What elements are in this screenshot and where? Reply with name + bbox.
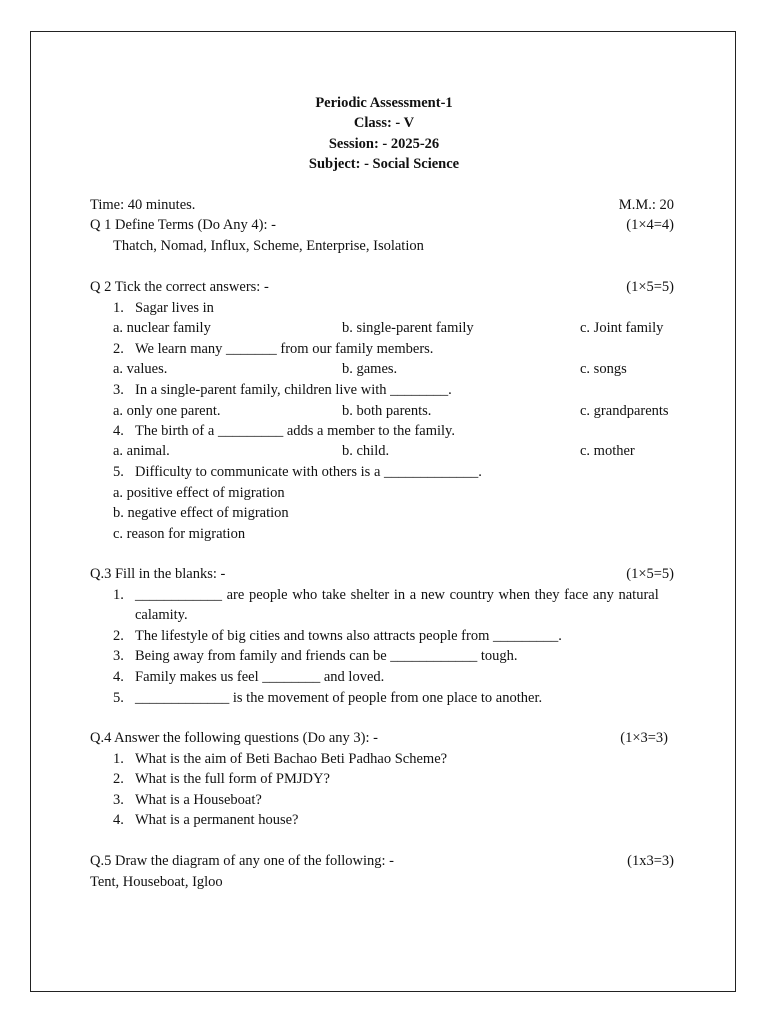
q2-item-number: 4. xyxy=(113,423,124,439)
q3-item-text-continued: calamity. xyxy=(135,607,188,623)
q2-item-number: 1. xyxy=(113,300,124,316)
q5-title: Q.5 Draw the diagram of any one of the following: - xyxy=(90,853,395,869)
q3-item-number: 4. xyxy=(113,669,124,685)
q5-marks: (1x3=3) xyxy=(627,853,674,869)
q1-terms: Thatch, Nomad, Influx, Scheme, Enterprise, Isolation xyxy=(113,238,424,254)
q4-item-number: 3. xyxy=(113,792,124,808)
q4-item-question: What is the aim of Beti Bachao Beti Padhao Scheme? xyxy=(135,751,448,767)
q3-item-text: ____________ are people who take shelter in a new country when they face any natural xyxy=(135,587,659,603)
q2-option-a: a. only one parent. xyxy=(113,403,221,419)
q2-item-question: We learn many _______ from our family members. xyxy=(135,341,434,357)
q2-option-a: a. nuclear family xyxy=(113,320,211,336)
q3-item-text: Family makes us feel ________ and loved. xyxy=(135,669,385,685)
q1-marks: (1×4=4) xyxy=(626,217,674,233)
q2-option-c: c. songs xyxy=(580,361,627,377)
q2-item-question: Difficulty to communicate with others is a _____________. xyxy=(135,464,482,480)
max-marks: M.M.: 20 xyxy=(618,197,674,213)
q3-item-number: 2. xyxy=(113,628,124,644)
exam-class: Class: - V xyxy=(353,115,415,131)
q2-option-c: c. mother xyxy=(580,443,635,459)
q2-option-b: b. single-parent family xyxy=(342,320,474,336)
q2-item-question: Sagar lives in xyxy=(135,300,214,316)
q4-item-question: What is the full form of PMJDY? xyxy=(135,771,330,787)
q3-item-text: Being away from family and friends can be ____________ tough. xyxy=(135,648,518,664)
q3-item-number: 3. xyxy=(113,648,124,664)
q5-options: Tent, Houseboat, Igloo xyxy=(90,874,223,890)
q2-item-number: 3. xyxy=(113,382,124,398)
q3-item-number: 1. xyxy=(113,587,124,603)
q2-option-a: a. positive effect of migration xyxy=(113,485,285,501)
q4-item-question: What is a permanent house? xyxy=(135,812,299,828)
q2-title: Q 2 Tick the correct answers: - xyxy=(90,279,269,295)
q2-option-a: a. animal. xyxy=(113,443,170,459)
q4-item-number: 4. xyxy=(113,812,124,828)
q4-item-number: 2. xyxy=(113,771,124,787)
q3-item-text: _____________ is the movement of people from one place to another. xyxy=(135,690,543,706)
q2-option-b: b. both parents. xyxy=(342,403,432,419)
q2-option-b: b. games. xyxy=(342,361,398,377)
q4-marks: (1×3=3) xyxy=(620,730,668,746)
q2-option-b: b. negative effect of migration xyxy=(113,505,289,521)
q3-item-text: The lifestyle of big cities and towns also attracts people from _________. xyxy=(135,628,562,644)
q3-item-number: 5. xyxy=(113,690,124,706)
q2-item-question: In a single-parent family, children live with ________. xyxy=(135,382,452,398)
q4-title: Q.4 Answer the following questions (Do any 3): - xyxy=(90,730,378,746)
exam-session: Session: - 2025-26 xyxy=(328,136,440,152)
q2-option-b: b. child. xyxy=(342,443,390,459)
time-label: Time: 40 minutes. xyxy=(90,197,196,213)
q4-item-question: What is a Houseboat? xyxy=(135,792,262,808)
q2-option-a: a. values. xyxy=(113,361,168,377)
q2-item-question: The birth of a _________ adds a member to the family. xyxy=(135,423,455,439)
q2-option-c: c. grandparents xyxy=(580,403,669,419)
q2-marks: (1×5=5) xyxy=(626,279,674,295)
q2-option-c: c. Joint family xyxy=(580,320,664,336)
q2-option-c: c. reason for migration xyxy=(113,526,246,542)
q3-marks: (1×5=5) xyxy=(626,566,674,582)
q4-item-number: 1. xyxy=(113,751,124,767)
q2-item-number: 5. xyxy=(113,464,124,480)
q1-title: Q 1 Define Terms (Do Any 4): - xyxy=(90,217,276,233)
exam-title: Periodic Assessment-1 xyxy=(315,95,453,111)
exam-subject: Subject: - Social Science xyxy=(308,156,460,172)
q3-title: Q.3 Fill in the blanks: - xyxy=(90,566,226,582)
q2-item-number: 2. xyxy=(113,341,124,357)
